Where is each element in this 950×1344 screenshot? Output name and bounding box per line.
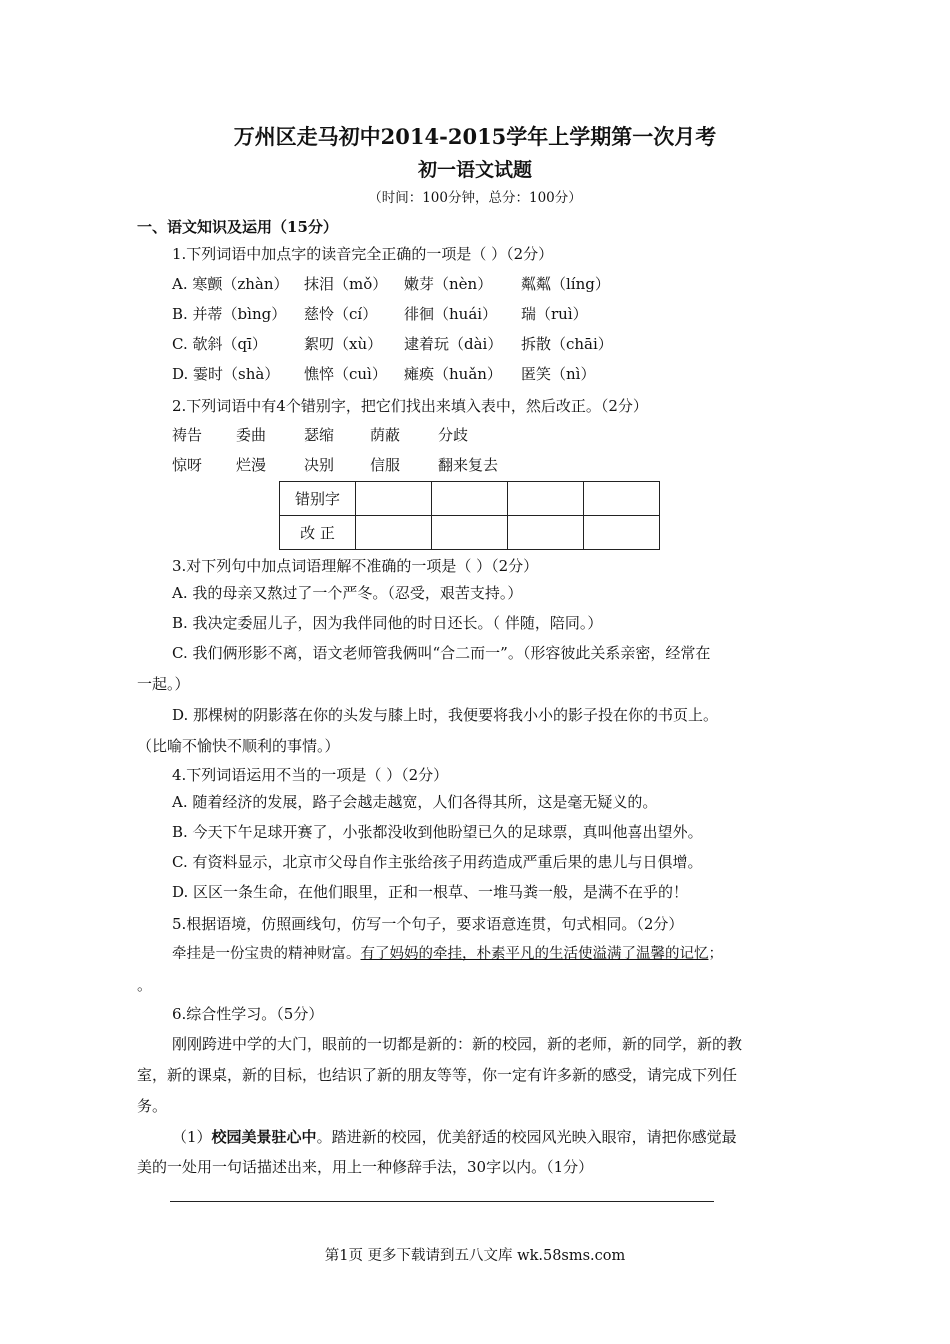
q2-word: 翻来复去 [438, 456, 499, 474]
q2-stem: 2.下列词语中有4个错别字，把它们找出来填入表中，然后改正。（2分） [172, 397, 648, 415]
exam-meta: （时间：100分钟，总分：100分） [368, 190, 582, 206]
q3-option-c-cont: 一起。） [137, 675, 190, 693]
q2-word: 瑟缩 [304, 426, 335, 444]
q2-word: 决别 [304, 456, 335, 474]
answer-cell[interactable] [356, 516, 432, 550]
q4-option-a[interactable]: A. 随着经济的发展，路子会越走越宽，人们各得其所，这是毫无疑义的。 [172, 793, 658, 811]
q2-word: 惊呀 [172, 456, 203, 474]
q6-paragraph-2: 室，新的课桌，新的目标，也结识了新的朋友等等，你一定有许多新的感受，请完成下列任 [137, 1066, 738, 1084]
q3-option-c[interactable]: C. 我们俩形影不离，语文老师管我俩叫“合二而一”。（形容彼此关系亲密，经常在 [172, 644, 711, 662]
q1-b-1: B. 并蒂（bìng） [172, 305, 287, 323]
q3-option-a[interactable]: A. 我的母亲又熬过了一个严冬。（忍受，艰苦支持。） [172, 584, 523, 602]
q5-lead: 牵挂是一份宝贵的精神财富。 [172, 946, 361, 962]
q3-option-d-cont: （比喻不愉快不顺利的事情。） [137, 737, 340, 755]
q1-b-4: 瑞（ruì） [521, 305, 588, 323]
page-title: 万州区走马初中2014-2015学年上学期第一次月考 [233, 124, 717, 149]
q5-tail: ； [708, 946, 723, 962]
q1-a-1: A. 寒颤（zhàn） [172, 275, 289, 293]
q2-word: 荫蔽 [370, 426, 401, 444]
table-row [280, 516, 660, 550]
table-row [280, 482, 660, 516]
answer-cell[interactable] [508, 516, 584, 550]
q1-a-2: 抹泪（mǒ） [304, 275, 388, 293]
q1-d-3: 瘫痪（huǎn） [404, 365, 502, 383]
answer-cell[interactable] [584, 482, 660, 516]
q1-d-1: D. 霎时（shà） [172, 365, 280, 383]
q1-c-2: 絮叨（xù） [304, 335, 383, 353]
q3-stem: 3.对下列句中加点词语理解不准确的一项是（ ）（2分） [172, 557, 539, 575]
q1-b-3: 徘徊（huái） [404, 305, 498, 323]
q6-sub1-title: 校园美景驻心中 [211, 1128, 317, 1146]
q1-c-3: 逮着玩（dài） [404, 335, 503, 353]
q4-option-c[interactable]: C. 有资料显示，北京市父母自作主张给孩子用药造成严重后果的患儿与日俱增。 [172, 853, 703, 871]
answer-cell[interactable] [356, 482, 432, 516]
q4-option-b[interactable]: B. 今天下午足球开赛了，小张都没收到他盼望已久的足球票，真叫他喜出望外。 [172, 823, 703, 841]
q6-stem: 6.综合性学习。（5分） [172, 1005, 324, 1023]
table-header-wrong: 错别字 [280, 482, 356, 516]
q2-word: 委曲 [236, 426, 267, 444]
answer-cell[interactable] [508, 482, 584, 516]
page-subtitle: 初一语文试题 [417, 159, 532, 181]
q3-option-b[interactable]: B. 我决定委屈儿子，因为我伴同他的时日还长。（ 伴随，陪同。） [172, 614, 603, 632]
answer-cell[interactable] [584, 516, 660, 550]
q1-a-4: 粼粼（líng） [521, 275, 610, 293]
q6-sub1-text: 。踏进新的校园，优美舒适的校园风光映入眼帘，请把你感觉最 [316, 1128, 737, 1146]
q1-d-4: 匿笑（nì） [521, 365, 596, 383]
q1-c-1: C. 欹斜（qī） [172, 335, 267, 353]
table-header-correct: 改 正 [280, 516, 356, 550]
q5-stem: 5.根据语境，仿照画线句，仿写一个句子，要求语意连贯，句式相同。（2分） [172, 915, 684, 933]
answer-cell[interactable] [432, 482, 508, 516]
q1-a-3: 嫩芽（nèn） [404, 275, 493, 293]
page-footer: 第1页 更多下载请到五八文库 wk.58sms.com [324, 1248, 626, 1264]
q3-option-d[interactable]: D. 那棵树的阴影落在你的头发与膝上时，我便要将我小小的影子投在你的书页上。 [172, 706, 719, 724]
q1-d-2: 憔悴（cuì） [304, 365, 387, 383]
q2-word: 分歧 [438, 426, 469, 444]
q1-stem: 1.下列词语中加点字的读音完全正确的一项是（ ）（2分） [172, 245, 554, 263]
q6-paragraph-1: 刚刚跨进中学的大门，眼前的一切都是新的：新的校园，新的老师，新的同学，新的教 [172, 1035, 743, 1053]
q6-paragraph-3: 务。 [137, 1097, 168, 1115]
q6-sub1-cont: 美的一处用一句话描述出来，用上一种修辞手法，30字以内。（1分） [137, 1158, 594, 1176]
answer-line[interactable] [170, 1201, 714, 1202]
q4-stem: 4.下列词语运用不当的一项是（ ）（2分） [172, 766, 449, 784]
q5-example [172, 943, 723, 965]
answer-cell[interactable] [432, 516, 508, 550]
q5-underlined-sentence: 有了妈妈的牵挂，朴素平凡的生活使溢满了温馨的记忆 [360, 946, 709, 962]
q2-word: 信服 [370, 456, 401, 474]
q2-answer-table [279, 481, 660, 550]
q1-c-4: 拆散（chāi） [521, 335, 613, 353]
q2-word: 祷告 [172, 426, 203, 444]
q1-b-2: 慈怜（cí） [304, 305, 378, 323]
q5-answer-end[interactable]: 。 [137, 976, 153, 994]
q4-option-d[interactable]: D. 区区一条生命，在他们眼里，正和一根草、一堆马粪一般，是满不在乎的！ [172, 883, 689, 901]
q6-sub1 [172, 1126, 737, 1148]
section-heading: 一、语文知识及运用（15分） [137, 218, 338, 236]
q2-word: 烂漫 [236, 456, 267, 474]
q6-sub1-number: （1） [172, 1128, 212, 1146]
